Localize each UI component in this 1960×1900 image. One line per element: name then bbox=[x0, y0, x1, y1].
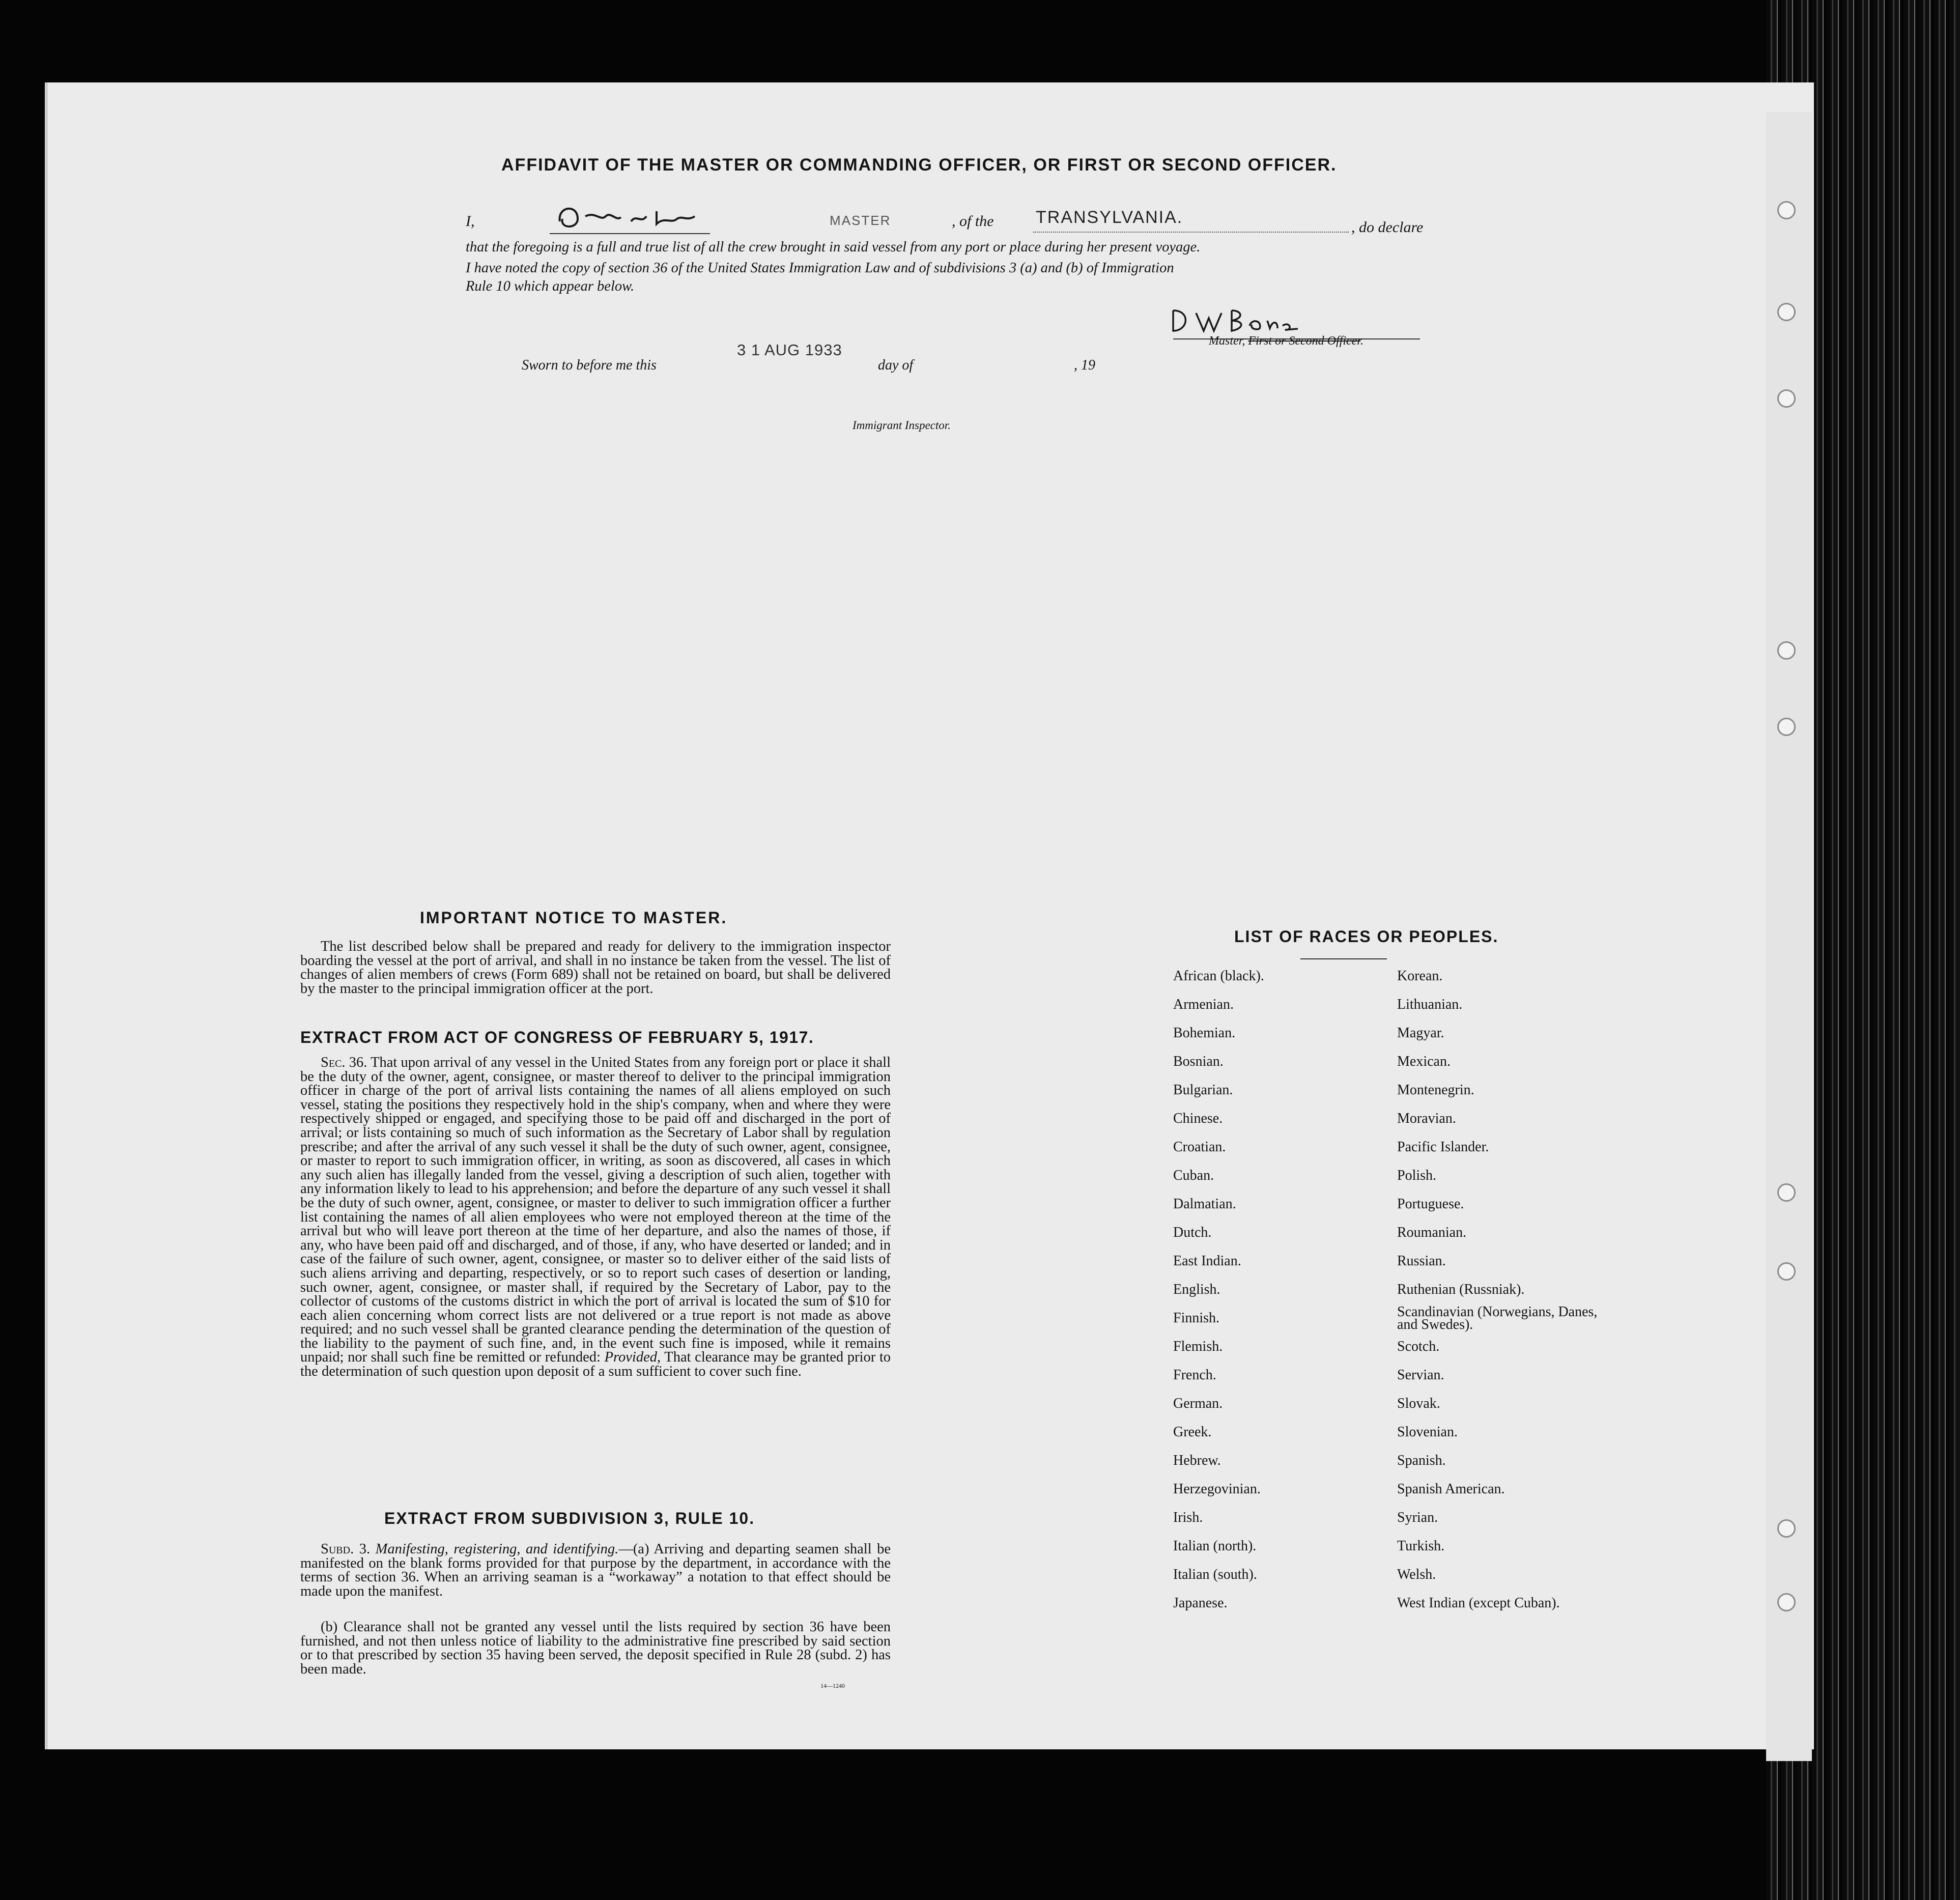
races-heading: LIST OF RACES OR PEOPLES. bbox=[1234, 927, 1499, 946]
races-heading-rule bbox=[1300, 958, 1387, 959]
binder-hole-icon bbox=[1777, 1262, 1796, 1281]
affidavit-heading: AFFIDAVIT OF THE MASTER OR COMMANDING OFFICER, OR FIRST OR SECOND OFFICER. bbox=[501, 155, 1337, 175]
sworn-text: Sworn to before me this bbox=[522, 357, 657, 373]
notice-heading: IMPORTANT NOTICE TO MASTER. bbox=[420, 909, 728, 927]
binder-hole-icon bbox=[1777, 1593, 1796, 1611]
of-the-text: , of the bbox=[952, 213, 994, 230]
race-item: Hebrew. bbox=[1173, 1453, 1221, 1468]
act-body: Sec. 36. That upon arrival of any vessel in the United States from any foreign port or place it shall be the duty of the owner, agent, consignee, or master thereof to deliver to the principal immigration officer in charge of the port of arrival lists containing the names of all aliens employed on such vessel, stating the positions they respectively hold in the ship's company, when and where they were respectively shipped or engaged, and specifying those to be paid off and discharged in the port of arrival; or lists containing so much of such information as the Secretary of Labor shall by regulation prescribe; and after the arrival of any such vessel it shall be the duty of such owner, agent, consignee, or master to report to such immigration officer, in writing, as soon as discovered, all cases in which any such alien has illegally landed from the vessel, giving a description of such alien, together with any information likely to lead to his apprehension; and before the departure of any such vessel it shall be the duty of such owner, agent, consignee, or master to deliver to such immigration officer a further list containing the names of all alien employees who were not employed thereon at the time of the arrival but who will leave port thereon at the time of her departure, and also the names of those, if any, who have been paid off and discharged, and of those, if any, who have deserted or landed; and in case of the failure of such owner, agent, consignee, or master so to deliver either of the said lists of such aliens arriving and departing, respectively, or so to report such cases of desertion or landing, such owner, agent, consignee, or master shall, if required by the Secretary of Labor, pay to the collector of customs of the customs district in which the port of arrival is located the sum of $10 for each alien concerning whom correct lists are not delivered or a true report is not made as above required; and no such vessel shall be granted clearance pending the determination of the question of the liability to the payment of such fine, and, in the event such fine is imposed, while it remains unpaid; nor shall such fine be remitted or refunded: Provided, That clearance may be granted prior to the determination of such question upon deposit of a sum sufficient to cover such fine. bbox=[300, 1055, 891, 1380]
document-sheet bbox=[45, 82, 1814, 1749]
declare-text: , do declare bbox=[1351, 219, 1424, 236]
rule-para-a: Subd. 3. Manifesting, registering, and identifying.—(a) Arriving and departing seamen shall be manifested on the blank forms provided for that purpose by the department, in accordance with the terms of section 36. When an arriving seaman is a “workaway” a notation to that effect should be made upon the manifest. bbox=[300, 1541, 891, 1599]
race-item: Armenian. bbox=[1173, 997, 1234, 1012]
race-item: Flemish. bbox=[1173, 1339, 1223, 1354]
officer-signature-icon bbox=[555, 201, 707, 237]
date-stamp: 3 1 AUG 1933 bbox=[737, 341, 842, 359]
race-item: Greek. bbox=[1173, 1424, 1212, 1440]
race-item: Scotch. bbox=[1397, 1339, 1440, 1354]
race-item: Mexican. bbox=[1397, 1054, 1451, 1069]
binder-hole-icon bbox=[1777, 201, 1796, 219]
race-item: West Indian (except Cuban). bbox=[1397, 1595, 1560, 1611]
form-number: 14—1240 bbox=[820, 1682, 845, 1689]
rule-para-b: (b) Clearance shall not be granted any vessel until the lists required by section 36 have been furnished, and not then unless notice of liability to the administrative fine prescribed by said section or to that prescribed by section 35 having been served, the deposit specified in Rule 28 (subd. 2) has been made. bbox=[300, 1619, 891, 1677]
race-item: Japanese. bbox=[1173, 1595, 1228, 1611]
race-item: Irish. bbox=[1173, 1510, 1203, 1525]
race-item: Finnish. bbox=[1173, 1310, 1220, 1326]
act-heading: EXTRACT FROM ACT OF CONGRESS OF FEBRUARY 5, 1917. bbox=[300, 1028, 814, 1046]
race-item: Italian (south). bbox=[1173, 1567, 1257, 1582]
inspector-caption: Immigrant Inspector. bbox=[853, 419, 951, 432]
binder-hole-icon bbox=[1777, 641, 1796, 660]
race-item: Korean. bbox=[1397, 968, 1443, 984]
race-item: Syrian. bbox=[1397, 1510, 1438, 1525]
race-item: Croatian. bbox=[1173, 1139, 1226, 1155]
race-item: Dutch. bbox=[1173, 1225, 1212, 1240]
race-item: Lithuanian. bbox=[1397, 997, 1463, 1012]
race-item: Turkish. bbox=[1397, 1538, 1445, 1554]
race-item: Slovak. bbox=[1397, 1396, 1440, 1411]
binder-hole-icon bbox=[1777, 1519, 1796, 1538]
race-item: Montenegrin. bbox=[1397, 1082, 1474, 1098]
race-item: Spanish. bbox=[1397, 1453, 1446, 1468]
officer-signature bbox=[555, 201, 707, 242]
race-item: Pacific Islander. bbox=[1397, 1139, 1489, 1155]
binder-hole-icon bbox=[1777, 389, 1796, 408]
race-item: Magyar. bbox=[1397, 1025, 1444, 1041]
race-item: Servian. bbox=[1397, 1367, 1444, 1383]
race-item: Dalmatian. bbox=[1173, 1196, 1236, 1212]
year-prefix: , 19 bbox=[1074, 357, 1095, 373]
binder-hole-icon bbox=[1777, 303, 1796, 321]
race-item: German. bbox=[1173, 1396, 1223, 1411]
vessel-underline bbox=[1033, 232, 1349, 233]
race-item: Portuguese. bbox=[1397, 1196, 1464, 1212]
day-of-text: day of bbox=[878, 357, 914, 373]
race-item: English. bbox=[1173, 1282, 1220, 1297]
race-item: Spanish American. bbox=[1397, 1481, 1505, 1497]
rank-label: MASTER bbox=[830, 213, 891, 228]
race-item: Polish. bbox=[1397, 1168, 1437, 1183]
race-item: Italian (north). bbox=[1173, 1538, 1257, 1554]
race-item: Moravian. bbox=[1397, 1111, 1456, 1126]
master-caption: Master, First or Second Officer. bbox=[1209, 334, 1364, 348]
race-item: Ruthenian (Russniak). bbox=[1397, 1282, 1525, 1297]
race-item: Russian. bbox=[1397, 1253, 1446, 1269]
race-item: Bohemian. bbox=[1173, 1025, 1236, 1041]
sheet-right-margin bbox=[1766, 112, 1812, 1761]
race-item: Cuban. bbox=[1173, 1168, 1214, 1183]
race-item: Slovenian. bbox=[1397, 1424, 1458, 1440]
affidavit-line-4: Rule 10 which appear below. bbox=[466, 278, 635, 294]
rule-heading: EXTRACT FROM SUBDIVISION 3, RULE 10. bbox=[384, 1509, 755, 1527]
affidavit-line-2: that the foregoing is a full and true list of all the crew brought in said vessel from any port or place during her present voyage. bbox=[466, 239, 1201, 255]
race-item: Welsh. bbox=[1397, 1567, 1436, 1582]
race-item: Roumanian. bbox=[1397, 1225, 1467, 1240]
race-item: African (black). bbox=[1173, 968, 1264, 984]
notice-body: The list described below shall be prepared and ready for delivery to the immigration inspector boarding the vessel at the port of arrival, and shall in no instance be taken from the vessel. The list of changes of alien members of crews (Form 689) shall not be retained on board, but shall be delivered by the master to the principal immigration officer at the port. bbox=[300, 939, 891, 997]
race-item: Chinese. bbox=[1173, 1111, 1223, 1126]
affidavit-pronoun: I, bbox=[466, 213, 475, 230]
race-item: Scandinavian (Norwegians, Danes, and Swedes). bbox=[1397, 1304, 1598, 1332]
binder-hole-icon bbox=[1777, 718, 1796, 736]
race-item: Bosnian. bbox=[1173, 1054, 1224, 1069]
vessel-name: TRANSYLVANIA. bbox=[1036, 208, 1183, 227]
race-item: East Indian. bbox=[1173, 1253, 1241, 1269]
race-item: French. bbox=[1173, 1367, 1216, 1383]
affidavit-line-3: I have noted the copy of section 36 of the United States Immigration Law and of subdivisions 3 (a) and (b) of Immigration bbox=[466, 260, 1174, 276]
race-item: Herzegovinian. bbox=[1173, 1481, 1261, 1497]
binder-hole-icon bbox=[1777, 1183, 1796, 1202]
race-item: Bulgarian. bbox=[1173, 1082, 1233, 1098]
